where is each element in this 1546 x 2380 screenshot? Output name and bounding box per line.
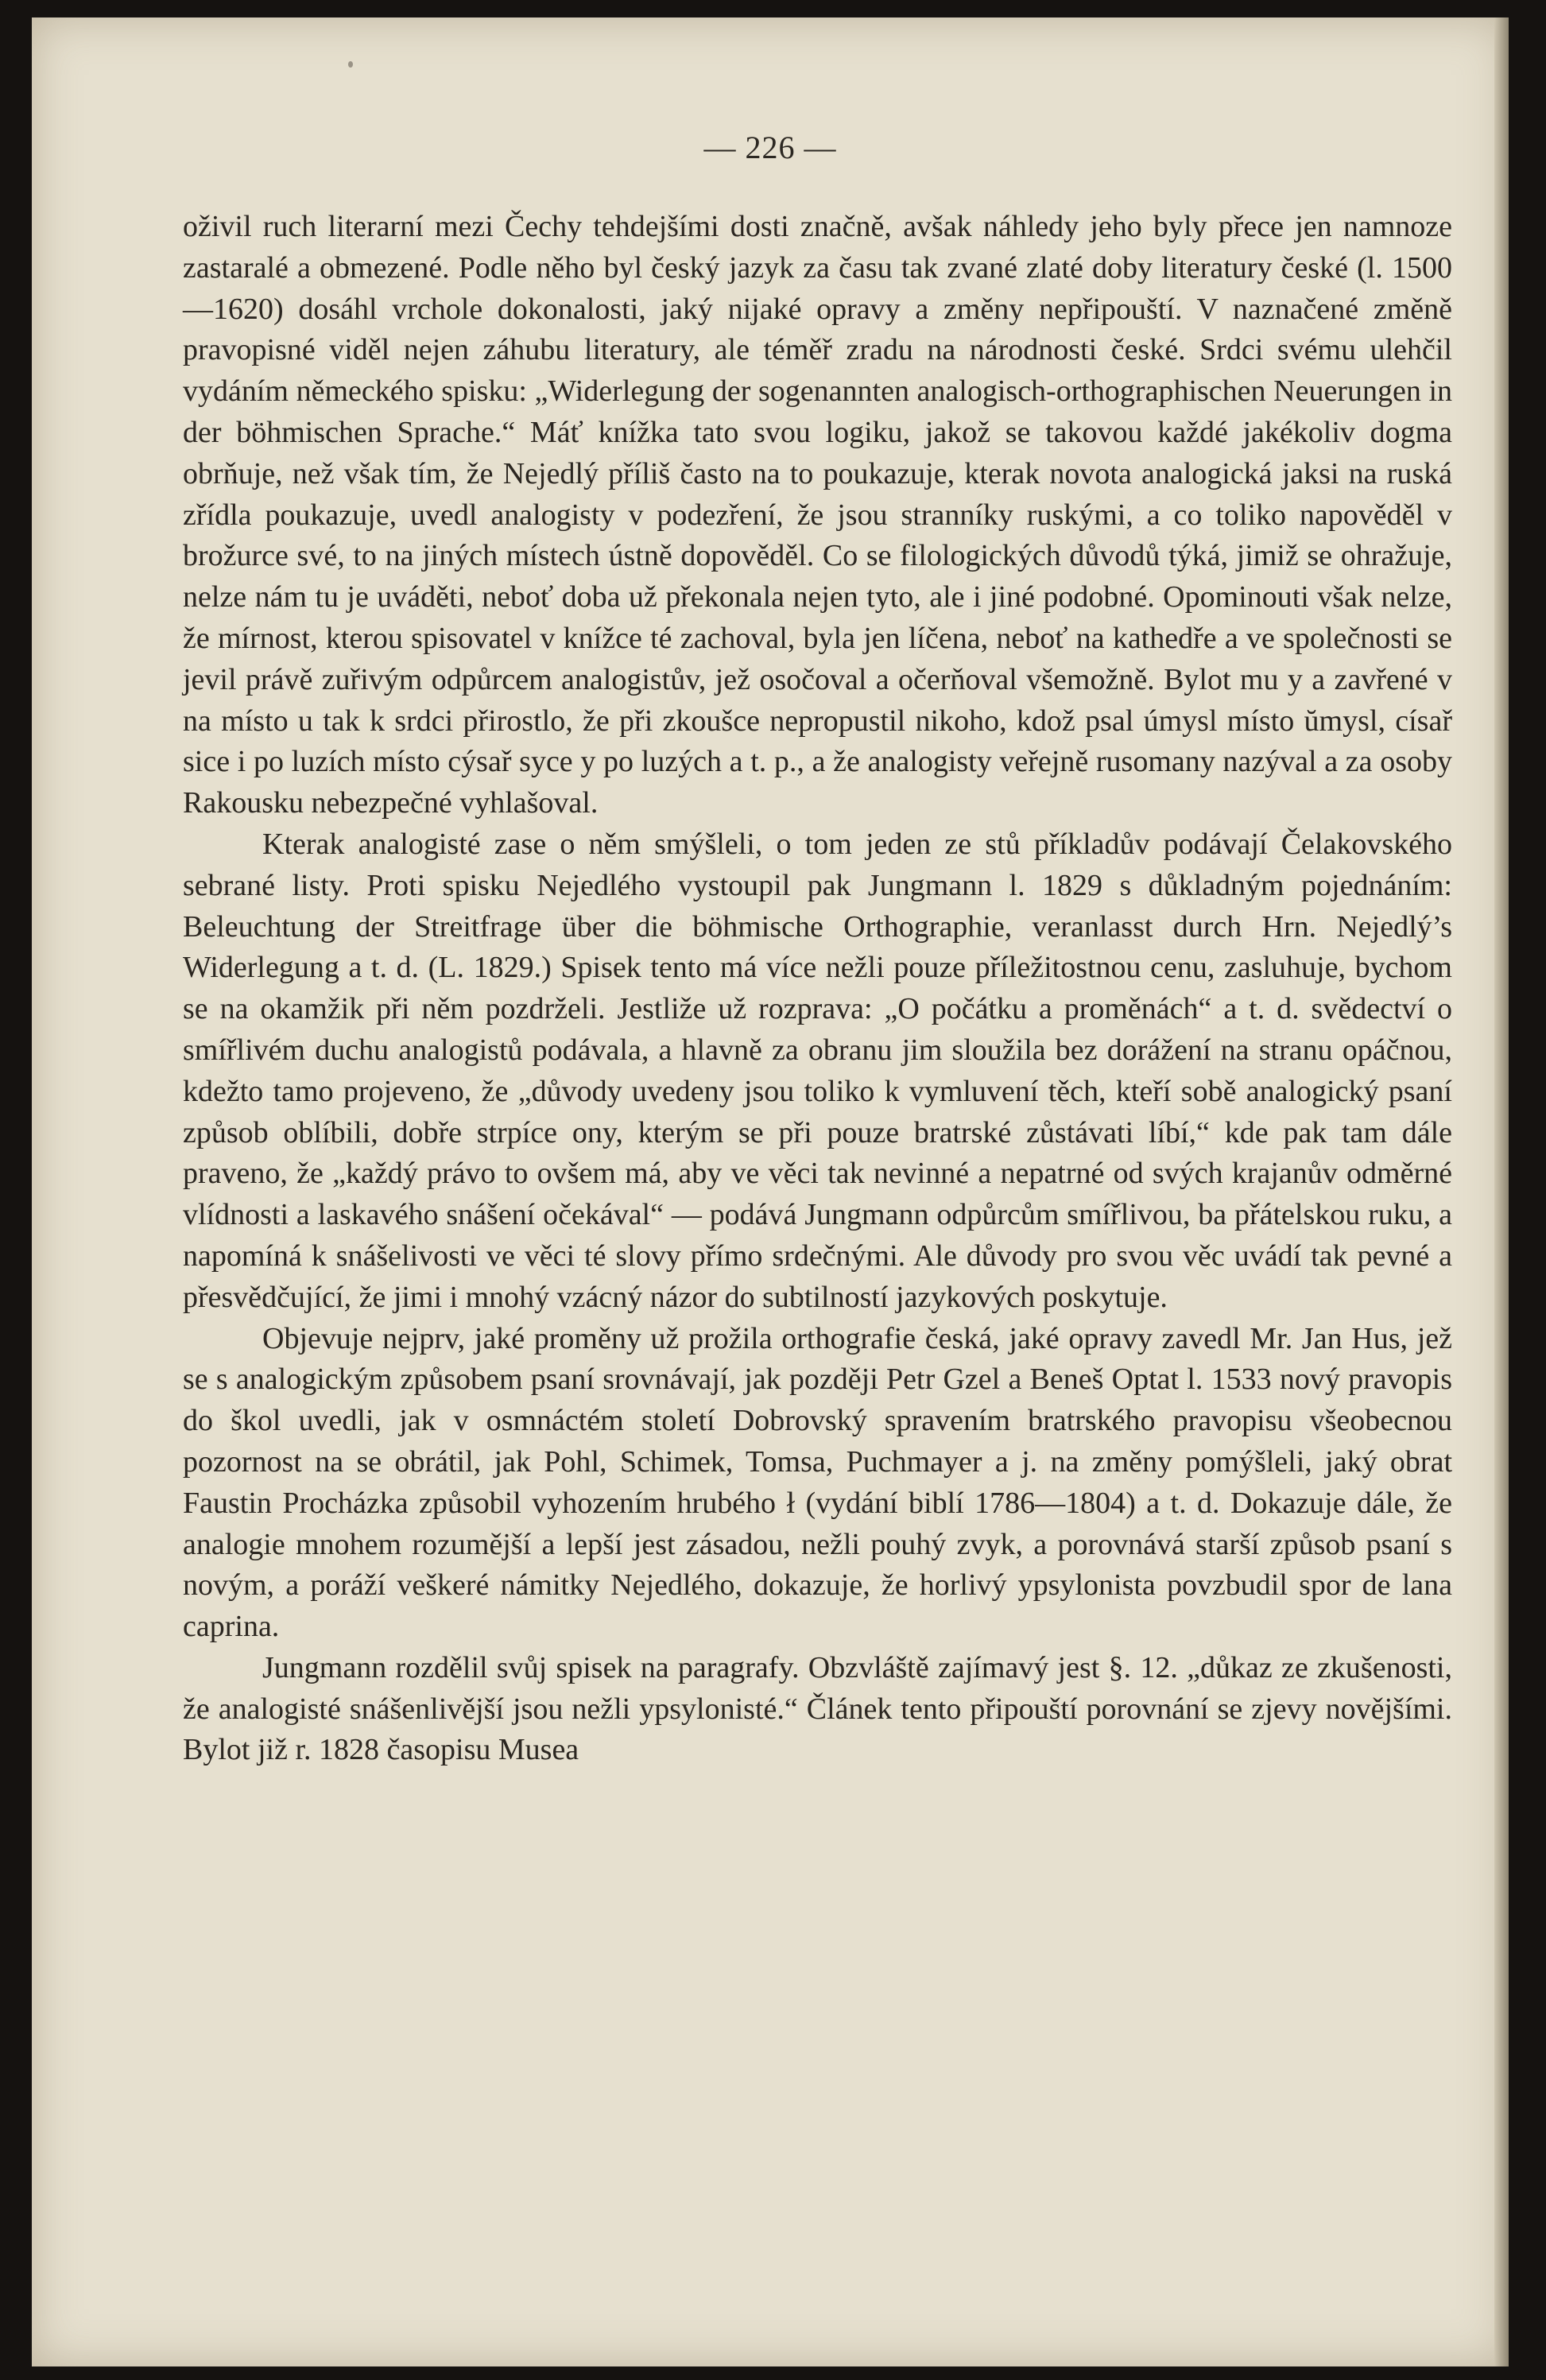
paper-speck bbox=[348, 61, 353, 68]
paragraph-1: oživil ruch literarní mezi Čechy tehdejšími dosti značně, avšak náhledy jeho byly přece jen namnoze zastaralé a obmezené. Podle něho byl český jazyk za času tak zvané zlaté doby literatury české (l. 1500—1620) dosáhl vrchole dokonalosti, jaký nijaké opravy a změny nepřipouští. V naznačené změně pravopisné viděl nejen záhubu literatury, ale téměř zradu na národnosti české. Srdci svému ulehčil vydáním německého spisku: „Widerlegung der sogenannten analogisch-orthographischen Neuerungen in der böhmischen Sprache.“ Máť knížka tato svou logiku, jakož se takovou každé jakékoliv dogma obrňuje, než však tím, že Nejedlý příliš často na to poukazuje, kterak novota analogická jaksi na ruská zřídla poukazuje, uvedl analogisty v podezření, že jsou stranníky ruskými, a co toliko napověděl v brožurce své, to na jiných místech ústně dopověděl. Co se filologických důvodů týká, jimiž se ohražuje, nelze nám tu je uváděti, neboť doba už překonala nejen tyto, ale i jiné podobné. Opominouti však nelze, že mírnost, kterou spisovatel v knížce té zachoval, byla jen líčena, neboť na kathedře a ve společnosti se jevil právě zuřivým odpůrcem analogistův, jež osočoval a očerňoval všemožně. Bylot mu y a zavřené v na místo u tak k srdci přirostlo, že při zkoušce nepropustil nikoho, kdož psal úmysl místo ŭmysl, císař sice i po luzích místo cýsař syce y po luzých a t. p., a že analogisty veřejně rusomany nazýval a za osoby Rakousku nebezpečné vyhlašoval. bbox=[183, 210, 1452, 820]
paragraph-3: Objevuje nejprv, jaké proměny už prožila orthografie česká, jaké opravy zavedl Mr. Jan Hus, jež se s analogickým způsobem psaní srovnávají, jak později Petr Gzel a Beneš Optat l. 1533 nový pravopis do škol uvedli, jak v osmnáctém století Dobrovský spravením bratrského pravopisu všeobecnou pozornost na se obrátil, jak Pohl, Schimek, Tomsa, Puchmayer a j. na změny pomýšleli, jaký obrat Faustin Procházka způsobil vyhozením hrubého ł (vydání biblí 1786—1804) a t. d. Dokazuje dále, že analogie mnohem rozumější a lepší jest zásadou, nežli pouhý zvyk, a porovnává starší způsob psaní s novým, a poráží veškeré námitky Nejedlého, dokazuje, že horlivý ypsylonista povzbudil spor de lana caprina. bbox=[183, 1321, 1452, 1644]
paragraph-4: Jungmann rozdělil svůj spisek na paragrafy. Obzvláště zajímavý jest §. 12. „důkaz ze zkušenosti, že analogisté snášenlivější jsou nežli ypsylonisté.“ Článek tento připouští porovnání se zjevy novějšími. Bylot již r. 1828 časopisu Musea bbox=[183, 1650, 1452, 1767]
body-text bbox=[183, 207, 1452, 1771]
book-page bbox=[32, 17, 1509, 2366]
page-number: — 226 — bbox=[703, 130, 837, 165]
page-edge-shadow bbox=[1494, 17, 1509, 2366]
paragraph-2: Kterak analogisté zase o něm smýšleli, o tom jeden ze stů příkladův podávají Čelakovského sebrané listy. Proti spisku Nejedlého vystoupil pak Jungmann l. 1829 s důkladným pojednáním: Beleuchtung der Streitfrage über die böhmische Orthographie, veranlasst durch Hrn. Nejedlý’s Widerlegung a t. d. (L. 1829.) Spisek tento má více nežli pouze příležitostnou cenu, zasluhuje, bychom se na okamžik při něm pozdrželi. Jestliže už rozprava: „O počátku a proměnách“ a t. d. svědectví o smířlivém duchu analogistů podávala, a hlavně za obranu jim sloužila bez dorážení na stranu opáčnou, kdežto tamo projeveno, že „důvody uvedeny jsou toliko k vymluvení těch, kteří sobě analogický psaní způsob oblíbili, dobře strpíce ony, kterým se při pouze bratrské zůstávati líbí,“ kde pak tam dále praveno, že „každý právo to ovšem má, aby ve věci tak nevinné a nepatrné od svých krajanův odměrné vlídnosti a laskavého snášení očekával“ — podává Jungmann odpůrcům smířlivou, ba přátelskou ruku, a napomíná k snášelivosti ve věci té slovy přímo srdečnými. Ale důvody pro svou věc uvádí tak pevné a přesvědčující, že jimi i mnohý vzácný názor do subtilností jazykových poskytuje. bbox=[183, 827, 1452, 1314]
